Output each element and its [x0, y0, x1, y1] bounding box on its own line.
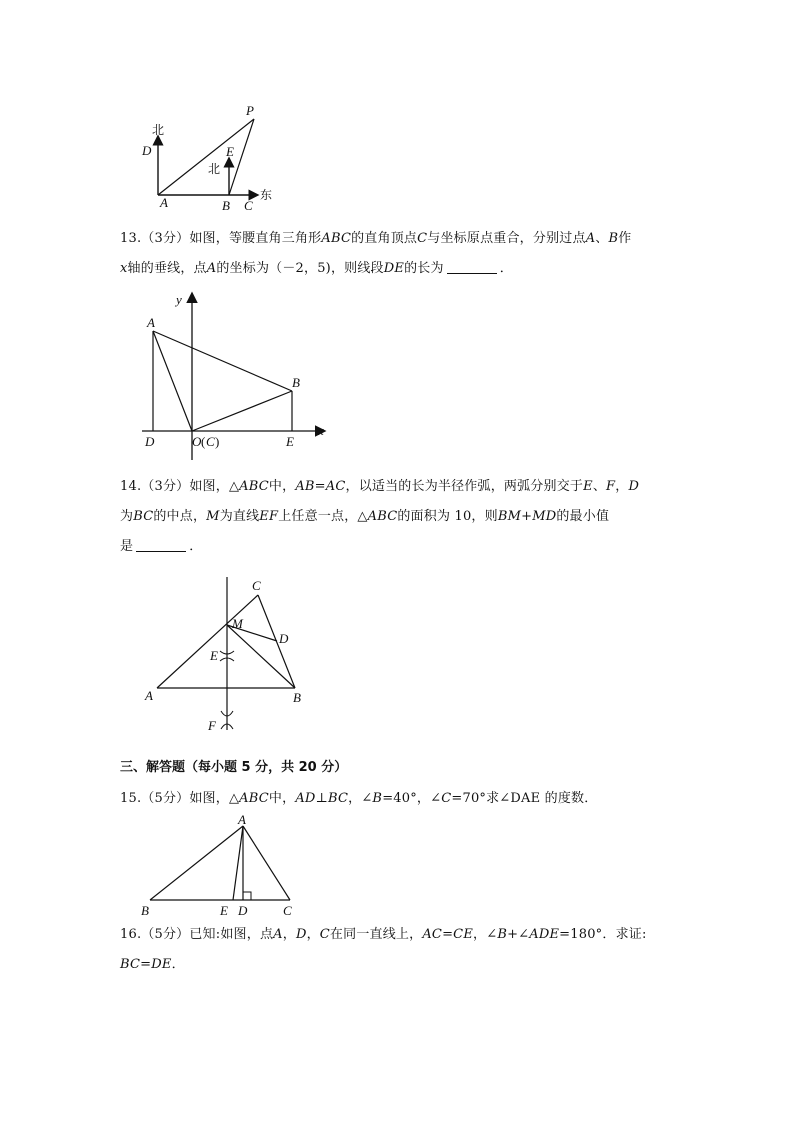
point-d: D: [145, 434, 155, 449]
axis-x-label: x: [318, 423, 324, 438]
point-o: O: [192, 434, 202, 449]
point-c: C: [283, 903, 292, 918]
point-a: A: [238, 812, 246, 827]
point-a: A: [145, 688, 153, 703]
point-e: E: [220, 903, 228, 918]
figure-altitude-triangle: [135, 812, 305, 922]
question-14: 14.（3分）如图，△ABC中，AB=AC，以适当的长为半径作弧，两弧分别交于E、F，D 为BC的中点，M为直线EF上任意一点，△ABC的面积为 10，则BM+MD的最小值 是 ．: [120, 479, 640, 554]
point-c: C: [244, 198, 253, 213]
point-a: A: [147, 315, 155, 330]
point-e: E: [286, 434, 294, 449]
axis-y-label: y: [176, 292, 182, 307]
paren-open: (: [201, 434, 206, 449]
question-15: 15.（5分）如图，△ABC中，AD⊥BC，∠B=40°，∠C=70°求∠DAE 的度数．: [120, 791, 598, 806]
point-c: C: [252, 578, 261, 593]
point-a: A: [160, 195, 168, 210]
answer-blank-13[interactable]: [447, 259, 497, 274]
point-p: P: [246, 103, 254, 118]
point-e: E: [226, 144, 234, 159]
paren-close: ): [215, 434, 220, 449]
point-c: C: [206, 434, 215, 449]
point-b: B: [222, 198, 230, 213]
figure-coordinate-triangle: [140, 290, 340, 460]
figure-direction: [130, 100, 290, 215]
question-16: 16.（5分）已知:如图，点A，D，C在同一直线上，AC=CE，∠B+∠ADE=180°．求证: BC=DE．: [120, 927, 647, 972]
point-f: F: [208, 718, 216, 733]
east-label: 东: [260, 188, 273, 202]
question-13: 13.（3分）如图，等腰直角三角形ABC的直角顶点C与坐标原点重合，分别过点A、B作 x轴的垂线，点A的坐标为（－2，5)，则线段DE的长为 ．: [120, 231, 632, 276]
north-label-a: 北: [152, 123, 165, 137]
north-label-b: 北: [208, 162, 221, 176]
point-b: B: [292, 375, 300, 390]
point-b: B: [141, 903, 149, 918]
point-d: D: [279, 631, 289, 646]
section-heading: 三、解答题（每小题 5 分，共 20 分）: [120, 760, 348, 775]
point-d: D: [238, 903, 248, 918]
point-d: D: [142, 143, 152, 158]
point-b: B: [293, 690, 301, 705]
point-m: M: [232, 616, 243, 631]
point-e: E: [210, 648, 218, 663]
answer-blank-14[interactable]: [136, 537, 186, 552]
figure-triangle-bisector: [140, 575, 320, 740]
